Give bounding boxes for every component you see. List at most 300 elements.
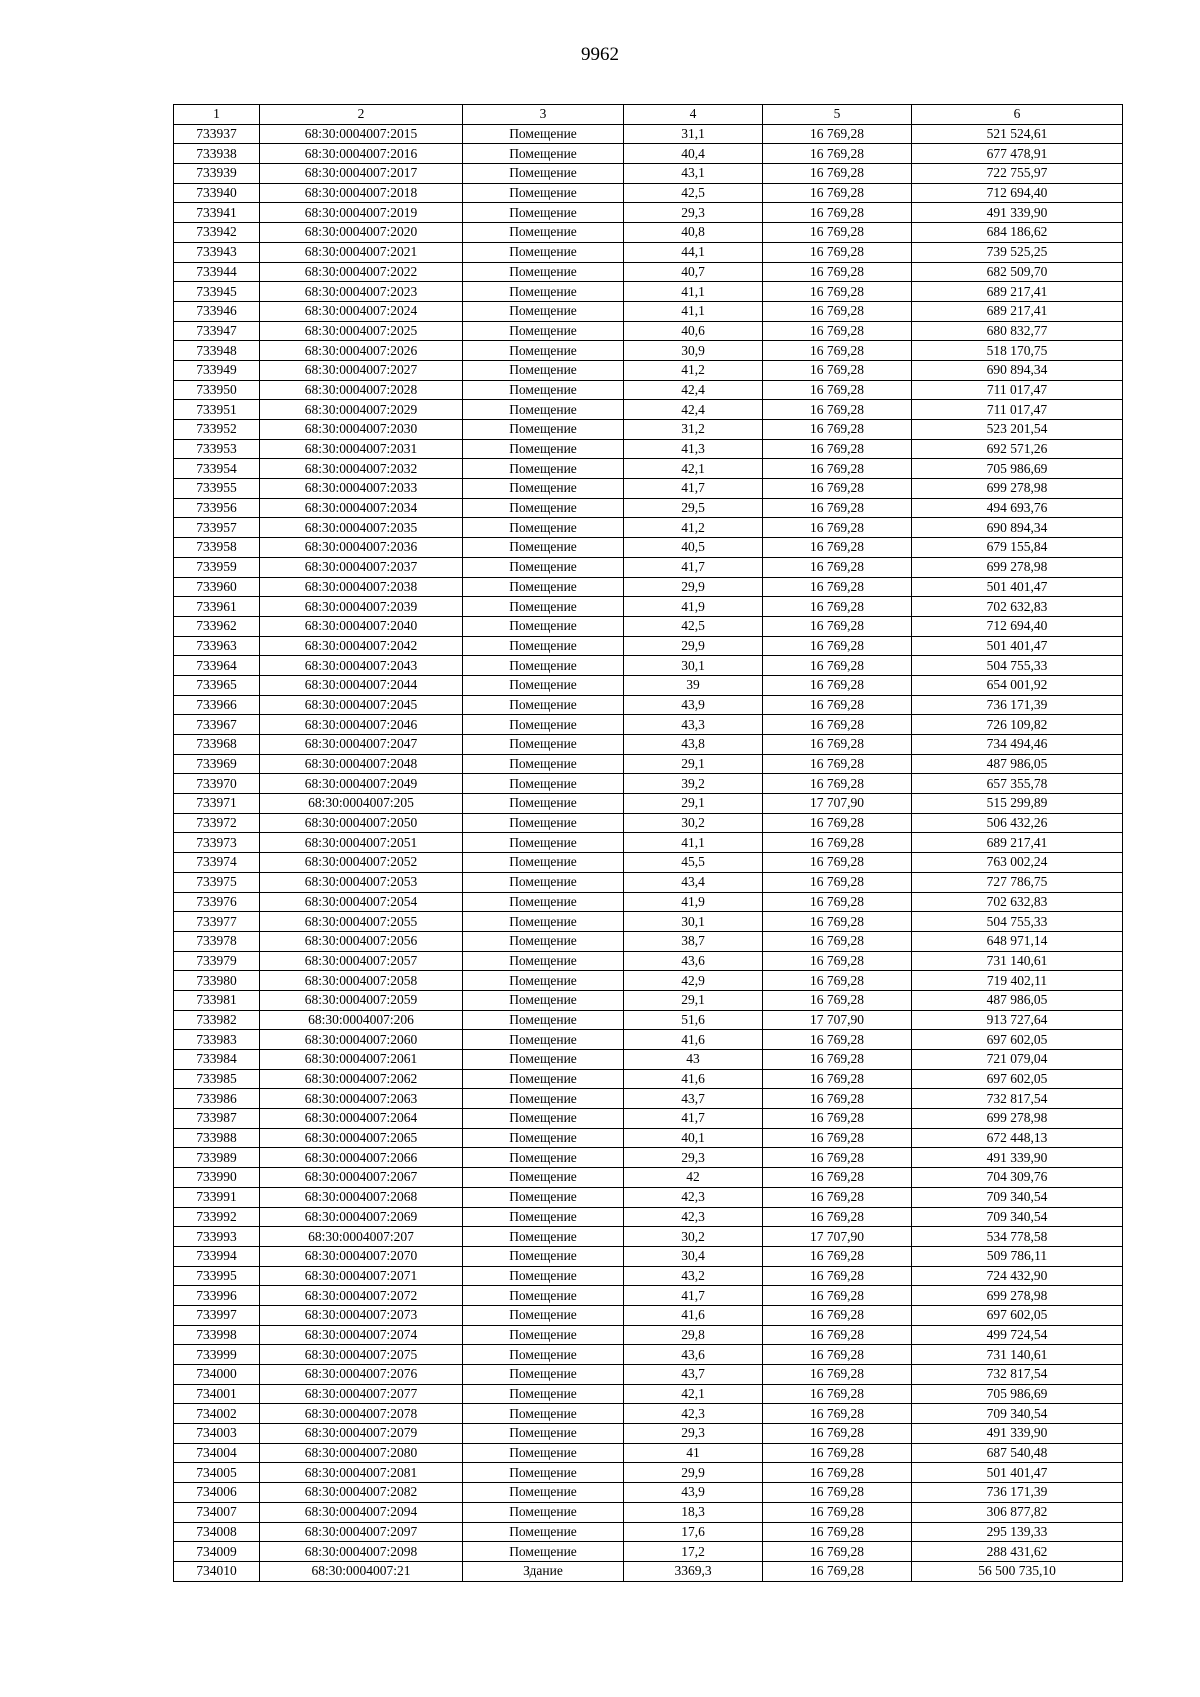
cadastral-value-cell: 722 755,97 bbox=[912, 164, 1123, 184]
object-type-cell: Помещение bbox=[463, 282, 624, 302]
object-type-cell: Помещение bbox=[463, 301, 624, 321]
object-type-cell: Помещение bbox=[463, 951, 624, 971]
cadastral-number-cell: 68:30:0004007:2054 bbox=[260, 892, 463, 912]
area-cell: 41,7 bbox=[624, 1109, 763, 1129]
cadastral-number-cell: 68:30:0004007:2079 bbox=[260, 1424, 463, 1444]
specific-value-cell: 16 769,28 bbox=[763, 1384, 912, 1404]
table-row bbox=[174, 1010, 1123, 1030]
row-number-cell: 733955 bbox=[174, 479, 260, 499]
cadastral-number-cell: 68:30:0004007:2044 bbox=[260, 675, 463, 695]
specific-value-cell: 16 769,28 bbox=[763, 1187, 912, 1207]
table-row bbox=[174, 892, 1123, 912]
cadastral-number-cell: 68:30:0004007:2078 bbox=[260, 1404, 463, 1424]
object-type-cell: Помещение bbox=[463, 420, 624, 440]
table-row bbox=[174, 164, 1123, 184]
object-type-cell: Помещение bbox=[463, 1345, 624, 1365]
cadastral-value-cell: 711 017,47 bbox=[912, 380, 1123, 400]
table-row bbox=[174, 360, 1123, 380]
table-row bbox=[174, 1463, 1123, 1483]
table-row bbox=[174, 1187, 1123, 1207]
table-row bbox=[174, 813, 1123, 833]
area-cell: 43,3 bbox=[624, 715, 763, 735]
area-cell: 45,5 bbox=[624, 853, 763, 873]
area-cell: 29,3 bbox=[624, 1424, 763, 1444]
row-number-cell: 733971 bbox=[174, 794, 260, 814]
cadastral-value-cell: 689 217,41 bbox=[912, 282, 1123, 302]
cadastral-value-cell: 506 432,26 bbox=[912, 813, 1123, 833]
cadastral-number-cell: 68:30:0004007:2026 bbox=[260, 341, 463, 361]
area-cell: 29,1 bbox=[624, 990, 763, 1010]
specific-value-cell: 16 769,28 bbox=[763, 616, 912, 636]
specific-value-cell: 16 769,28 bbox=[763, 301, 912, 321]
table-row bbox=[174, 1424, 1123, 1444]
cadastral-value-cell: 712 694,40 bbox=[912, 183, 1123, 203]
table-row bbox=[174, 1522, 1123, 1542]
cadastral-value-cell: 491 339,90 bbox=[912, 1148, 1123, 1168]
table-row bbox=[174, 242, 1123, 262]
cadastral-number-cell: 68:30:0004007:2046 bbox=[260, 715, 463, 735]
object-type-cell: Помещение bbox=[463, 144, 624, 164]
object-type-cell: Помещение bbox=[463, 675, 624, 695]
cadastral-value-cell: 504 755,33 bbox=[912, 656, 1123, 676]
row-number-cell: 733986 bbox=[174, 1089, 260, 1109]
table-row bbox=[174, 1089, 1123, 1109]
object-type-cell: Помещение bbox=[463, 656, 624, 676]
row-number-cell: 733958 bbox=[174, 538, 260, 558]
cadastral-value-cell: 732 817,54 bbox=[912, 1365, 1123, 1385]
cadastral-number-cell: 68:30:0004007:2048 bbox=[260, 754, 463, 774]
specific-value-cell: 16 769,28 bbox=[763, 1050, 912, 1070]
cadastral-value-cell: 288 431,62 bbox=[912, 1542, 1123, 1562]
table-row bbox=[174, 223, 1123, 243]
object-type-cell: Помещение bbox=[463, 853, 624, 873]
object-type-cell: Помещение bbox=[463, 341, 624, 361]
object-type-cell: Помещение bbox=[463, 1404, 624, 1424]
object-type-cell: Помещение bbox=[463, 1463, 624, 1483]
specific-value-cell: 16 769,28 bbox=[763, 577, 912, 597]
table-row bbox=[174, 498, 1123, 518]
cadastral-number-cell: 68:30:0004007:206 bbox=[260, 1010, 463, 1030]
specific-value-cell: 16 769,28 bbox=[763, 1483, 912, 1503]
specific-value-cell: 16 769,28 bbox=[763, 242, 912, 262]
object-type-cell: Помещение bbox=[463, 695, 624, 715]
row-number-cell: 734004 bbox=[174, 1443, 260, 1463]
specific-value-cell: 16 769,28 bbox=[763, 124, 912, 144]
area-cell: 43,1 bbox=[624, 164, 763, 184]
row-number-cell: 734000 bbox=[174, 1365, 260, 1385]
row-number-cell: 733960 bbox=[174, 577, 260, 597]
row-number-cell: 733985 bbox=[174, 1069, 260, 1089]
object-type-cell: Помещение bbox=[463, 439, 624, 459]
specific-value-cell: 16 769,28 bbox=[763, 1109, 912, 1129]
cadastral-number-cell: 68:30:0004007:2029 bbox=[260, 400, 463, 420]
object-type-cell: Помещение bbox=[463, 203, 624, 223]
cadastral-value-cell: 711 017,47 bbox=[912, 400, 1123, 420]
object-type-cell: Помещение bbox=[463, 538, 624, 558]
row-number-cell: 733993 bbox=[174, 1227, 260, 1247]
area-cell: 41 bbox=[624, 1443, 763, 1463]
cadastral-value-cell: 727 786,75 bbox=[912, 872, 1123, 892]
row-number-cell: 733952 bbox=[174, 420, 260, 440]
cadastral-number-cell: 68:30:0004007:2064 bbox=[260, 1109, 463, 1129]
object-type-cell: Помещение bbox=[463, 1384, 624, 1404]
area-cell: 43 bbox=[624, 1050, 763, 1070]
table-row bbox=[174, 341, 1123, 361]
cadastral-value-cell: 306 877,82 bbox=[912, 1502, 1123, 1522]
cadastral-value-cell: 680 832,77 bbox=[912, 321, 1123, 341]
row-number-cell: 733957 bbox=[174, 518, 260, 538]
cadastral-number-cell: 68:30:0004007:2047 bbox=[260, 735, 463, 755]
specific-value-cell: 16 769,28 bbox=[763, 360, 912, 380]
area-cell: 41,3 bbox=[624, 439, 763, 459]
object-type-cell: Помещение bbox=[463, 1305, 624, 1325]
cadastral-number-cell: 68:30:0004007:2061 bbox=[260, 1050, 463, 1070]
row-number-cell: 733974 bbox=[174, 853, 260, 873]
row-number-cell: 733980 bbox=[174, 971, 260, 991]
cadastral-value-cell: 689 217,41 bbox=[912, 833, 1123, 853]
specific-value-cell: 16 769,28 bbox=[763, 813, 912, 833]
specific-value-cell: 16 769,28 bbox=[763, 1502, 912, 1522]
cadastral-number-cell: 68:30:0004007:2055 bbox=[260, 912, 463, 932]
cadastral-number-cell: 68:30:0004007:2045 bbox=[260, 695, 463, 715]
cadastral-number-cell: 68:30:0004007:2050 bbox=[260, 813, 463, 833]
cadastral-value-cell: 705 986,69 bbox=[912, 1384, 1123, 1404]
cadastral-number-cell: 68:30:0004007:2070 bbox=[260, 1246, 463, 1266]
row-number-cell: 733999 bbox=[174, 1345, 260, 1365]
area-cell: 41,6 bbox=[624, 1069, 763, 1089]
table-row bbox=[174, 636, 1123, 656]
object-type-cell: Помещение bbox=[463, 616, 624, 636]
specific-value-cell: 16 769,28 bbox=[763, 498, 912, 518]
table-row bbox=[174, 538, 1123, 558]
area-cell: 42,5 bbox=[624, 183, 763, 203]
row-number-cell: 734009 bbox=[174, 1542, 260, 1562]
table-row bbox=[174, 1305, 1123, 1325]
object-type-cell: Помещение bbox=[463, 223, 624, 243]
row-number-cell: 733992 bbox=[174, 1207, 260, 1227]
object-type-cell: Помещение bbox=[463, 636, 624, 656]
table-row bbox=[174, 1266, 1123, 1286]
cadastral-value-cell: 739 525,25 bbox=[912, 242, 1123, 262]
cadastral-value-cell: 709 340,54 bbox=[912, 1187, 1123, 1207]
cadastral-value-cell: 699 278,98 bbox=[912, 1109, 1123, 1129]
cadastral-number-cell: 68:30:0004007:2059 bbox=[260, 990, 463, 1010]
column-header: 1 bbox=[174, 105, 260, 125]
row-number-cell: 734001 bbox=[174, 1384, 260, 1404]
object-type-cell: Помещение bbox=[463, 1286, 624, 1306]
cadastral-number-cell: 68:30:0004007:2027 bbox=[260, 360, 463, 380]
row-number-cell: 734007 bbox=[174, 1502, 260, 1522]
object-type-cell: Помещение bbox=[463, 577, 624, 597]
table-row bbox=[174, 459, 1123, 479]
row-number-cell: 733984 bbox=[174, 1050, 260, 1070]
cadastral-value-cell: 679 155,84 bbox=[912, 538, 1123, 558]
area-cell: 43,7 bbox=[624, 1365, 763, 1385]
table-row bbox=[174, 872, 1123, 892]
cadastral-value-cell: 487 986,05 bbox=[912, 990, 1123, 1010]
cadastral-value-cell: 648 971,14 bbox=[912, 931, 1123, 951]
area-cell: 43,4 bbox=[624, 872, 763, 892]
row-number-cell: 733966 bbox=[174, 695, 260, 715]
cadastral-value-cell: 534 778,58 bbox=[912, 1227, 1123, 1247]
area-cell: 40,5 bbox=[624, 538, 763, 558]
cadastral-number-cell: 68:30:0004007:2071 bbox=[260, 1266, 463, 1286]
cadastral-number-cell: 68:30:0004007:2028 bbox=[260, 380, 463, 400]
table-row bbox=[174, 420, 1123, 440]
row-number-cell: 733987 bbox=[174, 1109, 260, 1129]
table-row bbox=[174, 794, 1123, 814]
cadastral-value-cell: 523 201,54 bbox=[912, 420, 1123, 440]
object-type-cell: Здание bbox=[463, 1561, 624, 1581]
area-cell: 39 bbox=[624, 675, 763, 695]
table-row bbox=[174, 616, 1123, 636]
row-number-cell: 734002 bbox=[174, 1404, 260, 1424]
area-cell: 29,1 bbox=[624, 754, 763, 774]
area-cell: 29,8 bbox=[624, 1325, 763, 1345]
cadastral-number-cell: 68:30:0004007:2018 bbox=[260, 183, 463, 203]
cadastral-number-cell: 68:30:0004007:2068 bbox=[260, 1187, 463, 1207]
specific-value-cell: 16 769,28 bbox=[763, 1030, 912, 1050]
cadastral-value-table bbox=[173, 104, 1123, 1582]
object-type-cell: Помещение bbox=[463, 124, 624, 144]
cadastral-value-cell: 499 724,54 bbox=[912, 1325, 1123, 1345]
row-number-cell: 733951 bbox=[174, 400, 260, 420]
area-cell: 51,6 bbox=[624, 1010, 763, 1030]
cadastral-number-cell: 68:30:0004007:2058 bbox=[260, 971, 463, 991]
table-row bbox=[174, 380, 1123, 400]
row-number-cell: 733964 bbox=[174, 656, 260, 676]
cadastral-number-cell: 68:30:0004007:2025 bbox=[260, 321, 463, 341]
table-row bbox=[174, 754, 1123, 774]
cadastral-value-cell: 697 602,05 bbox=[912, 1305, 1123, 1325]
object-type-cell: Помещение bbox=[463, 794, 624, 814]
row-number-cell: 733940 bbox=[174, 183, 260, 203]
cadastral-number-cell: 68:30:0004007:2030 bbox=[260, 420, 463, 440]
cadastral-value-cell: 657 355,78 bbox=[912, 774, 1123, 794]
area-cell: 42,9 bbox=[624, 971, 763, 991]
area-cell: 29,9 bbox=[624, 577, 763, 597]
specific-value-cell: 16 769,28 bbox=[763, 420, 912, 440]
row-number-cell: 733943 bbox=[174, 242, 260, 262]
table-row bbox=[174, 518, 1123, 538]
cadastral-number-cell: 68:30:0004007:2037 bbox=[260, 557, 463, 577]
specific-value-cell: 16 769,28 bbox=[763, 951, 912, 971]
table-row bbox=[174, 931, 1123, 951]
area-cell: 29,3 bbox=[624, 1148, 763, 1168]
area-cell: 43,6 bbox=[624, 1345, 763, 1365]
object-type-cell: Помещение bbox=[463, 1522, 624, 1542]
table-row bbox=[174, 1286, 1123, 1306]
table-row bbox=[174, 124, 1123, 144]
cadastral-number-cell: 68:30:0004007:2062 bbox=[260, 1069, 463, 1089]
cadastral-number-cell: 68:30:0004007:2076 bbox=[260, 1365, 463, 1385]
area-cell: 18,3 bbox=[624, 1502, 763, 1522]
cadastral-value-cell: 687 540,48 bbox=[912, 1443, 1123, 1463]
table-row bbox=[174, 695, 1123, 715]
object-type-cell: Помещение bbox=[463, 164, 624, 184]
table-row bbox=[174, 203, 1123, 223]
cadastral-value-cell: 682 509,70 bbox=[912, 262, 1123, 282]
cadastral-number-cell: 68:30:0004007:2051 bbox=[260, 833, 463, 853]
table-row bbox=[174, 853, 1123, 873]
specific-value-cell: 16 769,28 bbox=[763, 557, 912, 577]
object-type-cell: Помещение bbox=[463, 774, 624, 794]
table-row bbox=[174, 1168, 1123, 1188]
row-number-cell: 733994 bbox=[174, 1246, 260, 1266]
specific-value-cell: 16 769,28 bbox=[763, 518, 912, 538]
row-number-cell: 734003 bbox=[174, 1424, 260, 1444]
specific-value-cell: 16 769,28 bbox=[763, 735, 912, 755]
specific-value-cell: 16 769,28 bbox=[763, 479, 912, 499]
cadastral-value-cell: 56 500 735,10 bbox=[912, 1561, 1123, 1581]
cadastral-number-cell: 68:30:0004007:2033 bbox=[260, 479, 463, 499]
table-row bbox=[174, 1404, 1123, 1424]
specific-value-cell: 16 769,28 bbox=[763, 282, 912, 302]
specific-value-cell: 16 769,28 bbox=[763, 1561, 912, 1581]
cadastral-number-cell: 68:30:0004007:2057 bbox=[260, 951, 463, 971]
area-cell: 41,1 bbox=[624, 282, 763, 302]
row-number-cell: 733998 bbox=[174, 1325, 260, 1345]
row-number-cell: 733972 bbox=[174, 813, 260, 833]
area-cell: 39,2 bbox=[624, 774, 763, 794]
area-cell: 41,2 bbox=[624, 360, 763, 380]
area-cell: 42,3 bbox=[624, 1187, 763, 1207]
table-row bbox=[174, 597, 1123, 617]
row-number-cell: 733939 bbox=[174, 164, 260, 184]
object-type-cell: Помещение bbox=[463, 498, 624, 518]
object-type-cell: Помещение bbox=[463, 1227, 624, 1247]
area-cell: 40,1 bbox=[624, 1128, 763, 1148]
specific-value-cell: 16 769,28 bbox=[763, 1207, 912, 1227]
cadastral-number-cell: 68:30:0004007:2039 bbox=[260, 597, 463, 617]
table-row bbox=[174, 1561, 1123, 1581]
object-type-cell: Помещение bbox=[463, 1089, 624, 1109]
cadastral-number-cell: 68:30:0004007:2015 bbox=[260, 124, 463, 144]
area-cell: 29,9 bbox=[624, 1463, 763, 1483]
object-type-cell: Помещение bbox=[463, 479, 624, 499]
cadastral-value-cell: 654 001,92 bbox=[912, 675, 1123, 695]
row-number-cell: 733937 bbox=[174, 124, 260, 144]
cadastral-value-cell: 702 632,83 bbox=[912, 597, 1123, 617]
table-body bbox=[174, 124, 1123, 1581]
cadastral-number-cell: 68:30:0004007:2036 bbox=[260, 538, 463, 558]
object-type-cell: Помещение bbox=[463, 321, 624, 341]
table-row bbox=[174, 282, 1123, 302]
specific-value-cell: 16 769,28 bbox=[763, 380, 912, 400]
table-row bbox=[174, 1069, 1123, 1089]
table-row bbox=[174, 1109, 1123, 1129]
row-number-cell: 733991 bbox=[174, 1187, 260, 1207]
row-number-cell: 733983 bbox=[174, 1030, 260, 1050]
area-cell: 42 bbox=[624, 1168, 763, 1188]
object-type-cell: Помещение bbox=[463, 1443, 624, 1463]
cadastral-number-cell: 68:30:0004007:2073 bbox=[260, 1305, 463, 1325]
table-row bbox=[174, 1443, 1123, 1463]
specific-value-cell: 16 769,28 bbox=[763, 912, 912, 932]
area-cell: 44,1 bbox=[624, 242, 763, 262]
object-type-cell: Помещение bbox=[463, 1069, 624, 1089]
area-cell: 43,9 bbox=[624, 695, 763, 715]
table-row bbox=[174, 183, 1123, 203]
object-type-cell: Помещение bbox=[463, 1502, 624, 1522]
object-type-cell: Помещение bbox=[463, 1365, 624, 1385]
row-number-cell: 733949 bbox=[174, 360, 260, 380]
cadastral-number-cell: 68:30:0004007:2080 bbox=[260, 1443, 463, 1463]
column-header: 3 bbox=[463, 105, 624, 125]
page-number: 9962 bbox=[581, 44, 619, 65]
specific-value-cell: 16 769,28 bbox=[763, 1266, 912, 1286]
cadastral-value-cell: 518 170,75 bbox=[912, 341, 1123, 361]
row-number-cell: 733950 bbox=[174, 380, 260, 400]
cadastral-value-cell: 913 727,64 bbox=[912, 1010, 1123, 1030]
cadastral-number-cell: 68:30:0004007:2067 bbox=[260, 1168, 463, 1188]
specific-value-cell: 17 707,90 bbox=[763, 794, 912, 814]
cadastral-value-cell: 736 171,39 bbox=[912, 695, 1123, 715]
row-number-cell: 733982 bbox=[174, 1010, 260, 1030]
cadastral-value-cell: 690 894,34 bbox=[912, 518, 1123, 538]
cadastral-number-cell: 68:30:0004007:2063 bbox=[260, 1089, 463, 1109]
area-cell: 29,5 bbox=[624, 498, 763, 518]
area-cell: 31,1 bbox=[624, 124, 763, 144]
cadastral-number-cell: 68:30:0004007:2016 bbox=[260, 144, 463, 164]
cadastral-number-cell: 68:30:0004007:2081 bbox=[260, 1463, 463, 1483]
cadastral-value-cell: 712 694,40 bbox=[912, 616, 1123, 636]
area-cell: 43,7 bbox=[624, 1089, 763, 1109]
object-type-cell: Помещение bbox=[463, 990, 624, 1010]
object-type-cell: Помещение bbox=[463, 459, 624, 479]
specific-value-cell: 16 769,28 bbox=[763, 656, 912, 676]
area-cell: 29,1 bbox=[624, 794, 763, 814]
specific-value-cell: 16 769,28 bbox=[763, 1305, 912, 1325]
cadastral-number-cell: 68:30:0004007:2042 bbox=[260, 636, 463, 656]
specific-value-cell: 16 769,28 bbox=[763, 1424, 912, 1444]
object-type-cell: Помещение bbox=[463, 735, 624, 755]
cadastral-value-cell: 763 002,24 bbox=[912, 853, 1123, 873]
object-type-cell: Помещение bbox=[463, 242, 624, 262]
area-cell: 41,7 bbox=[624, 479, 763, 499]
cadastral-number-cell: 68:30:0004007:2031 bbox=[260, 439, 463, 459]
specific-value-cell: 16 769,28 bbox=[763, 538, 912, 558]
area-cell: 41,7 bbox=[624, 557, 763, 577]
row-number-cell: 733977 bbox=[174, 912, 260, 932]
cadastral-number-cell: 68:30:0004007:2032 bbox=[260, 459, 463, 479]
cadastral-value-cell: 515 299,89 bbox=[912, 794, 1123, 814]
area-cell: 31,2 bbox=[624, 420, 763, 440]
specific-value-cell: 16 769,28 bbox=[763, 1286, 912, 1306]
area-cell: 41,9 bbox=[624, 597, 763, 617]
table-row bbox=[174, 301, 1123, 321]
row-number-cell: 733973 bbox=[174, 833, 260, 853]
object-type-cell: Помещение bbox=[463, 872, 624, 892]
object-type-cell: Помещение bbox=[463, 971, 624, 991]
table-row bbox=[174, 1207, 1123, 1227]
specific-value-cell: 16 769,28 bbox=[763, 597, 912, 617]
area-cell: 41,6 bbox=[624, 1030, 763, 1050]
cadastral-value-cell: 705 986,69 bbox=[912, 459, 1123, 479]
object-type-cell: Помещение bbox=[463, 1246, 624, 1266]
table-row bbox=[174, 1148, 1123, 1168]
specific-value-cell: 16 769,28 bbox=[763, 341, 912, 361]
object-type-cell: Помещение bbox=[463, 1128, 624, 1148]
cadastral-value-cell: 684 186,62 bbox=[912, 223, 1123, 243]
row-number-cell: 733946 bbox=[174, 301, 260, 321]
cadastral-number-cell: 68:30:0004007:2056 bbox=[260, 931, 463, 951]
area-cell: 41,9 bbox=[624, 892, 763, 912]
row-number-cell: 734006 bbox=[174, 1483, 260, 1503]
specific-value-cell: 17 707,90 bbox=[763, 1227, 912, 1247]
table-row bbox=[174, 990, 1123, 1010]
row-number-cell: 734010 bbox=[174, 1561, 260, 1581]
